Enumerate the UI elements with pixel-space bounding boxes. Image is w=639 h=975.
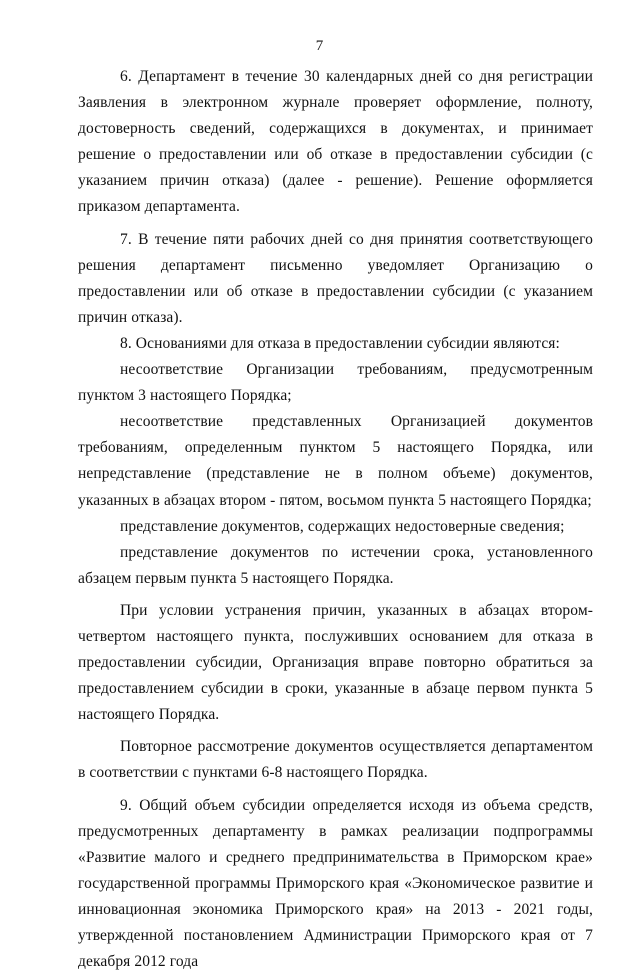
paragraph-9: 9. Общий объем субсидии определяется исходя из объема средств, предусмотренных департаменту в рамках реализации подпрограммы «Развитие малого и среднего предпринимательства в Приморском крае» государственной программы Приморского края «Экономическое развитие и инновационная экономика Приморского края» на 2013 - 2021 годы, утвержденной постановлением Администрации Приморского края от 7 декабря 2012 года [78, 796, 593, 971]
document-body [78, 64, 593, 975]
paragraph-8-item-4: представление документов по истечении срока, установленного абзацем первым пункта 5 настоящего Порядка. [78, 543, 593, 587]
paragraph-8-item-2: несоответствие представленных Организацией документов требованиям, определенным пунктом 5 настоящего Порядка, или непредставление (представление не в полном объеме) документов, указанных в абзацах втором - пятом, восьмом пункта 5 настоящего Порядка; [78, 413, 593, 509]
page-number: 7 [315, 38, 324, 54]
paragraph-8-item-3: представление документов, содержащих недостоверные сведения; [120, 517, 565, 535]
paragraph-8: 8. Основаниями для отказа в предоставлении субсидии являются: [120, 334, 560, 352]
paragraph-8-item-1: несоответствие Организации требованиям, предусмотренным пунктом 3 настоящего Порядка; [78, 361, 593, 405]
paragraph-6: 6. Департамент в течение 30 календарных дней со дня регистрации Заявления в электронном журнале проверяет оформление, полноту, достоверность сведений, содержащихся в документах, и принимает решение о предоставлении или об отказе в предоставлении субсидии (с указанием причин отказа) (далее - решение). Решение оформляется приказом департамента. [78, 68, 593, 216]
paragraph-7: 7. В течение пяти рабочих дней со дня принятия соответствующего решения департамент письменно уведомляет Организацию о предоставлении или об отказе в предоставлении субсидии (с указанием причин отказа). [78, 230, 593, 326]
paragraph-8-review: Повторное рассмотрение документов осуществляется департаментом в соответствии с пунктами 6-8 настоящего Порядка. [78, 738, 593, 782]
paragraph-8-resubmission: При условии устранения причин, указанных в абзацах втором-четвертом настоящего пункта, послуживших основанием для отказа в предоставлении субсидии, Организация вправе повторно обратиться за предоставлением субсидии в сроки, указанные в абзаце первом пункта 5 настоящего Порядка. [78, 601, 593, 724]
